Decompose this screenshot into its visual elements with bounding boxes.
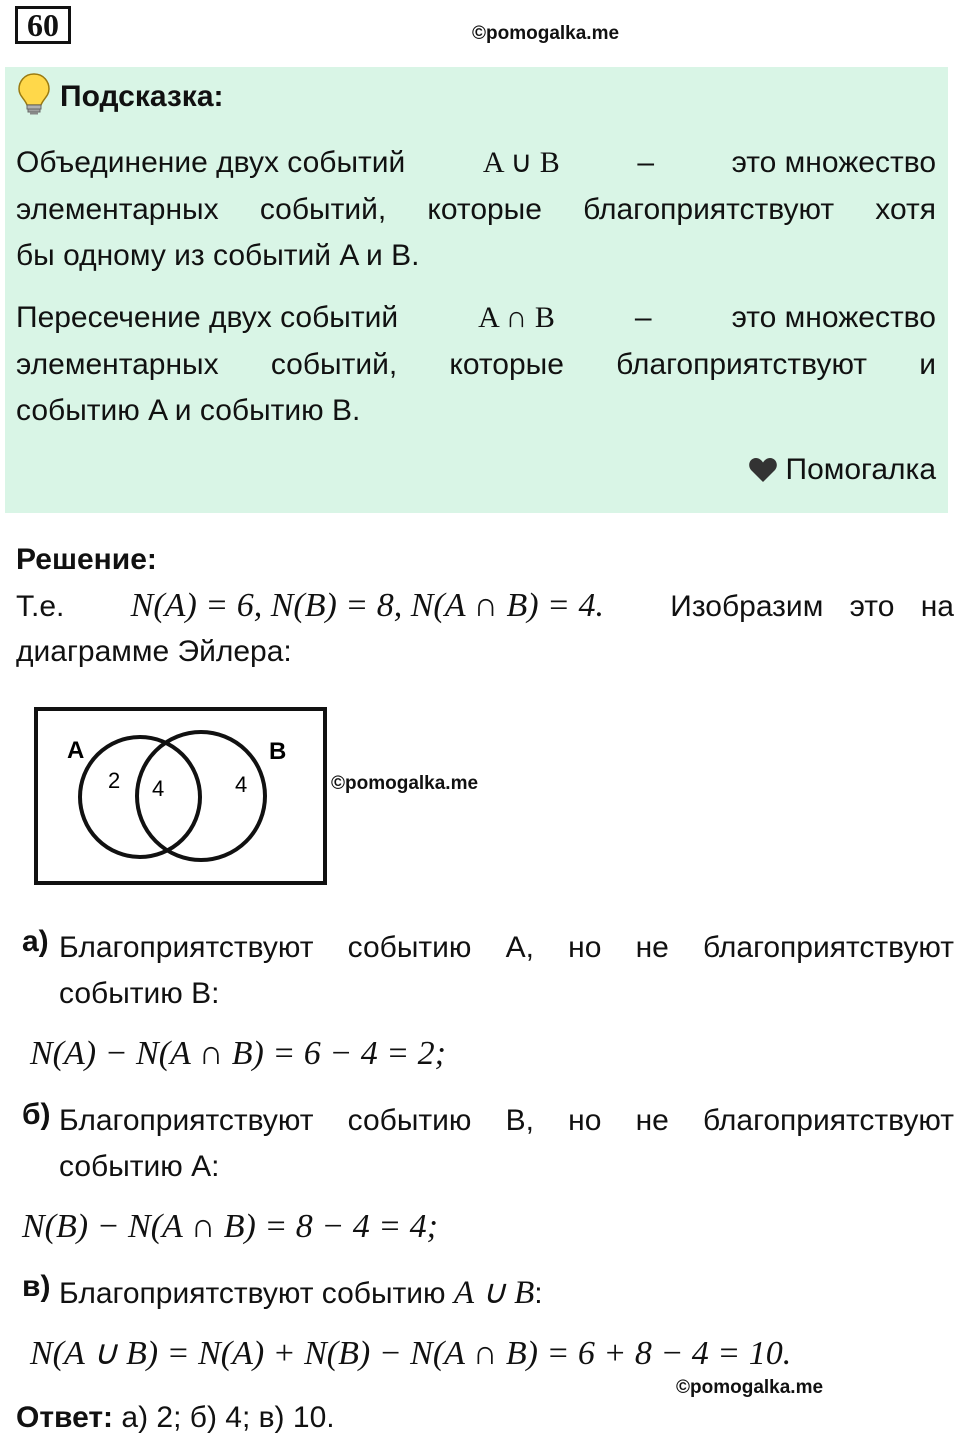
union-line2: элементарных событий, которые благоприятствуют хотя — [16, 192, 936, 226]
intro-suffix: Изобразим это на — [670, 590, 954, 623]
solution-heading: Решение: — [16, 543, 157, 576]
watermark-top: ©pomogalka.me — [472, 23, 620, 44]
union-expr: A ∪ B — [482, 146, 560, 179]
hint-union-text — [16, 140, 936, 280]
inter-line3: событию A и событию B. — [16, 394, 361, 427]
answer — [16, 1395, 335, 1441]
watermark-diagram: ©pomogalka.me — [331, 773, 479, 794]
item-c-expr: A ∪ B — [453, 1275, 535, 1311]
item-a-label: а) — [22, 925, 49, 958]
watermark-bottom: ©pomogalka.me — [676, 1377, 824, 1398]
venn-label-b: B — [269, 738, 287, 765]
item-c-text1-words: Благоприятствуют событию — [59, 1277, 446, 1310]
signature-text: Помогалка — [785, 453, 936, 486]
inter-dash: – — [634, 301, 652, 334]
venn-only-b: 4 — [235, 772, 248, 797]
union-dash: – — [637, 146, 655, 179]
union-line3: бы одному из событий A и B. — [16, 239, 420, 272]
venn-both: 4 — [152, 776, 165, 801]
item-b-formula: N(B) − N(A ∩ B) = 8 − 4 = 4; — [22, 1208, 438, 1245]
union-line1-end: это множество — [731, 146, 936, 179]
item-b-text2: событию А: — [59, 1150, 220, 1183]
inter-expr: A ∩ B — [478, 301, 555, 334]
item-b-label: б) — [22, 1098, 51, 1131]
inter-line2: элементарных событий, которые благоприятствуют и — [16, 347, 936, 381]
inter-line1: Пересечение двух событий — [16, 301, 399, 334]
venn-only-a: 2 — [108, 768, 121, 793]
union-line1: Объединение двух событий — [16, 146, 406, 179]
item-c-formula: N(A ∪ B) = N(A) + N(B) − N(A ∩ B) = 6 + 8 − 4 = 10. — [30, 1335, 792, 1372]
item-a-text1: Благоприятствуют событию А, но не благоприятствуют — [59, 931, 954, 964]
item-a-formula: N(A) − N(A ∩ B) = 6 − 4 = 2; — [30, 1035, 446, 1072]
heart-icon — [748, 457, 778, 483]
item-b-text1: Благоприятствуют событию В, но не благоприятствуют — [59, 1104, 954, 1137]
solution-intro — [16, 583, 954, 630]
inter-line1-end: это множество — [731, 301, 936, 334]
intro-line2: диаграмме Эйлера: — [16, 635, 292, 668]
hint-box — [5, 67, 948, 513]
intro-prefix: Т.е. — [16, 590, 65, 623]
intro-formula: N(A) = 6, N(B) = 8, N(A ∩ B) = 4. — [130, 587, 604, 624]
answer-text: а) 2; б) 4; в) 10. — [121, 1401, 335, 1434]
item-a-text2: событию В: — [59, 977, 220, 1010]
item-c-label: в) — [22, 1270, 51, 1303]
hint-intersection-text — [16, 295, 936, 435]
hint-title: Подсказка: — [60, 80, 224, 113]
answer-label: Ответ: — [16, 1401, 114, 1434]
lightbulb-icon — [16, 72, 52, 121]
venn-diagram — [33, 706, 333, 893]
venn-label-a: A — [67, 737, 85, 764]
item-c-colon: : — [534, 1277, 543, 1310]
item-c-text1 — [59, 1270, 543, 1317]
signature — [748, 453, 937, 487]
problem-number: 60 — [15, 6, 71, 44]
